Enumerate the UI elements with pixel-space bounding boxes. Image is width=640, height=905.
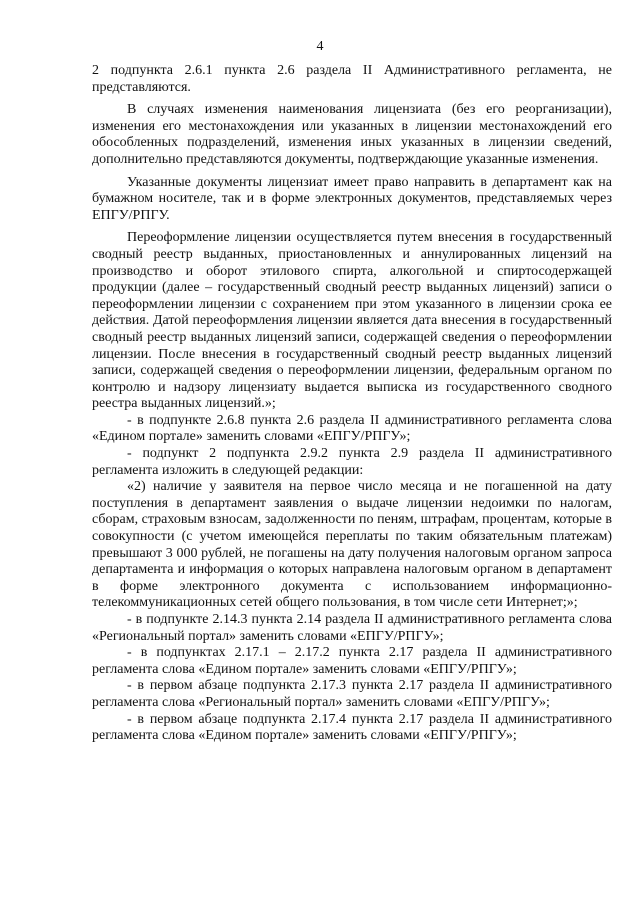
paragraph-amendment-2-14-3: - в подпункте 2.14.3 пункта 2.14 раздела II административного регламента слова «Региональный портал» заменить словами «ЕПГУ/РПГУ»; [92,612,612,644]
paragraph-submission: Указанные документы лицензиат имеет право направить в департамент как на бумажном носителе, так и в форме электронных документов, представляемых через ЕПГУ/РПГУ. [92,174,612,223]
paragraph-amendment-2-6-8: - в подпункте 2.6.8 пункта 2.6 раздела II административного регламента слова «Едином портале» заменить словами «ЕПГУ/РПГУ»; [92,412,612,445]
paragraph-amendment-2-17-1: - в подпунктах 2.17.1 – 2.17.2 пункта 2.17 раздела II административного регламента слова «Едином портале» заменить словами «ЕПГУ/РПГУ»; [92,645,612,677]
paragraph-amendment-2-9-2: - подпункт 2 подпункта 2.9.2 пункта 2.9 раздела II административного регламента изложить в следующей редакции: [92,446,612,478]
paragraph-name-change: В случаях изменения наименования лицензиата (без его реорганизации), изменения его местонахождения или указанных в лицензии местонахождений его обособленных подразделений, изменения иных указанных в лицензии сведений, дополнительно представляются документы, подтверждающие указанные изменения. [92,102,612,167]
page-number: 4 [316,39,324,54]
paragraph-continuation: 2 подпункта 2.6.1 пункта 2.6 раздела II Административного регламента, не представляются. [92,63,612,95]
paragraph-amendment-2-17-4: - в первом абзаце подпункта 2.17.4 пункта 2.17 раздела II административного регламента слова «Едином портале» заменить словами «ЕПГУ/РПГУ»; [92,711,612,744]
paragraph-reissue: Переоформление лицензии осуществляется путем внесения в государственный сводный реестр выданных, приостановленных и аннулированных лицензий на производство и оборот этилового спирта, алкогольной и спиртосодержащей продукции (далее – государственный сводный реестр выданных лицензий) записи о переоформлении лицензии с сохранением при этом указанного в лицензии срока ее действия. Датой переоформления лицензии является дата внесения в государственный сводный реестр выданных лицензий записи, содержащей сведения о переоформлении лицензии. После внесения в государственный сводный реестр выданных лицензий записи, содержащей сведения о переоформлении лицензии, федеральным органом по контролю и надзору лицензиату выдается выписка из государственного сводного реестра выданных лицензий.»; [92,230,612,412]
paragraph-amendment-2-17-3: - в первом абзаце подпункта 2.17.3 пункта 2.17 раздела II административного регламента слова «Региональный портал» заменить словами «ЕПГУ/РПГУ»; [92,678,612,710]
document-body [92,63,612,745]
paragraph-quoted-item-2: «2) наличие у заявителя на первое число месяца и не погашенной на дату поступления в департамент заявления о выдаче лицензии недоимки по налогам, сборам, страховым взносам, задолженности по пеням, штрафам, процентам, которые в совокупности (с учетом имеющейся переплаты по таким обязательным платежам) превышают 3 000 рублей, не погашены на дату получения налоговым органом запроса департамента и информация о которых направлена налоговым органом в департамент в форме электронного документа с использованием информационно-телекоммуникационных сетей общего пользования, в том числе сети Интернет;»; [92,479,612,611]
